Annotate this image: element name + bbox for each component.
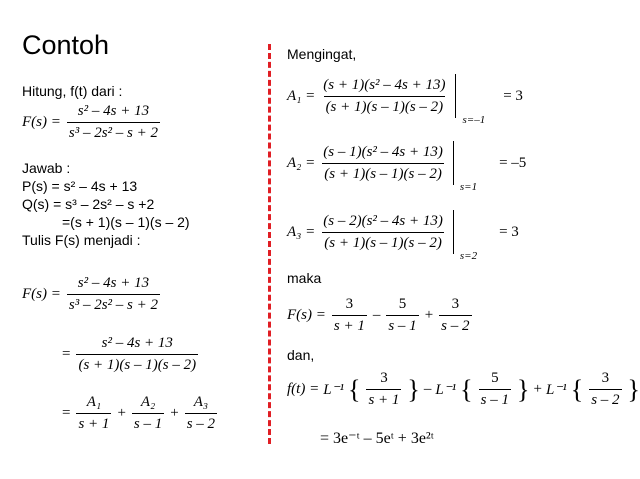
a1-fraction bbox=[321, 77, 447, 116]
f-step-2 bbox=[62, 335, 200, 374]
f2-lhs: = bbox=[62, 346, 71, 362]
fs-lhs: F(s) = bbox=[287, 307, 326, 323]
ps-text: P(s) = s² – 4s + 13 bbox=[22, 178, 138, 194]
left-brace-icon: { bbox=[347, 374, 361, 404]
f-step-1 bbox=[22, 275, 162, 314]
a2-den: (s + 1)(s – 1)(s – 2) bbox=[322, 163, 444, 183]
f-step-3 bbox=[62, 394, 219, 433]
ft-n2: 5 bbox=[491, 370, 499, 386]
f3-d1: s + 1 bbox=[76, 413, 111, 433]
qs-factor-text: =(s + 1)(s – 1)(s – 2) bbox=[62, 214, 190, 230]
f3-n2: A₂ bbox=[140, 394, 156, 410]
ft-L1: L⁻¹ bbox=[323, 382, 344, 398]
a1-eval-bar bbox=[455, 74, 456, 118]
ft-d2: s – 1 bbox=[479, 389, 511, 409]
f3-frac-1 bbox=[76, 394, 111, 433]
a3-equation bbox=[287, 210, 519, 262]
f3-op2: + bbox=[170, 405, 179, 421]
f1-num: s² – 4s + 13 bbox=[77, 275, 150, 291]
hitung-text: Hitung, f(t) dari : bbox=[22, 83, 123, 99]
ft-op1: – bbox=[423, 381, 432, 397]
a1-value: = 3 bbox=[503, 87, 523, 104]
fs-d2: s – 1 bbox=[386, 315, 418, 335]
a2-fraction bbox=[321, 144, 445, 183]
fs-frac-1 bbox=[332, 296, 367, 335]
a2-lhs: A₂ = bbox=[287, 154, 316, 171]
a3-lhs: A₃ = bbox=[287, 223, 316, 240]
f3-d3: s – 2 bbox=[185, 413, 217, 433]
ft-n1: 3 bbox=[380, 370, 388, 386]
fs-frac-3 bbox=[439, 296, 471, 335]
right-brace-icon: } bbox=[517, 374, 530, 404]
maka-text: maka bbox=[287, 270, 322, 286]
f3-d2: s – 1 bbox=[132, 413, 164, 433]
a3-den: (s + 1)(s – 1)(s – 2) bbox=[322, 232, 444, 252]
slide-title: Contoh bbox=[22, 30, 110, 60]
fs-partial bbox=[287, 296, 474, 335]
fs-d1: s + 1 bbox=[332, 315, 367, 335]
ft-result: = 3e⁻ᵗ – 5eᵗ + 3e²ᵗ bbox=[320, 430, 434, 447]
fs-n3: 3 bbox=[451, 296, 460, 312]
a1-at: s=–1 bbox=[462, 114, 486, 126]
left-brace-icon: { bbox=[570, 374, 584, 404]
fs-frac-2 bbox=[386, 296, 418, 335]
f1-fraction bbox=[67, 275, 160, 314]
a2-at: s=1 bbox=[459, 181, 478, 193]
fs-def-den: s³ – 2s² – s + 2 bbox=[67, 122, 160, 142]
ft-frac-2 bbox=[479, 370, 511, 409]
fs-definition bbox=[22, 103, 162, 142]
ft-L3: L⁻¹ bbox=[545, 382, 567, 398]
f2-den: (s + 1)(s – 1)(s – 2) bbox=[76, 354, 198, 374]
f3-n1: A₁ bbox=[86, 394, 102, 410]
qs-text: Q(s) = s³ – 2s² – s +2 bbox=[22, 196, 155, 212]
right-brace-icon: } bbox=[627, 374, 640, 404]
ft-L2: L⁻¹ bbox=[435, 382, 457, 398]
left-brace-icon: { bbox=[460, 374, 473, 404]
fs-op1: – bbox=[372, 307, 381, 323]
ft-lhs: f(t) = bbox=[287, 381, 320, 397]
fs-op2: + bbox=[424, 307, 434, 323]
ft-frac-3 bbox=[589, 370, 621, 409]
right-brace-icon: } bbox=[407, 374, 420, 404]
a3-at: s=2 bbox=[459, 250, 478, 262]
f2-num: s² – 4s + 13 bbox=[101, 335, 173, 351]
f1-den: s³ – 2s² – s + 2 bbox=[67, 294, 160, 314]
ft-d3: s – 2 bbox=[589, 389, 621, 409]
a1-den: (s + 1)(s – 1)(s – 2) bbox=[324, 96, 446, 116]
fs-def-lhs: F(s) = bbox=[22, 114, 61, 130]
f2-fraction bbox=[76, 335, 198, 374]
fs-def-fraction bbox=[67, 103, 160, 142]
a1-lhs: A₁ = bbox=[287, 87, 316, 104]
a1-num: (s + 1)(s² – 4s + 13) bbox=[323, 76, 446, 93]
tulis-text: Tulis F(s) menjadi : bbox=[22, 232, 141, 248]
a1-equation bbox=[287, 74, 523, 126]
a2-equation bbox=[287, 141, 527, 193]
f3-frac-2 bbox=[132, 394, 164, 433]
dan-text: dan, bbox=[287, 347, 315, 363]
fs-n1: 3 bbox=[345, 296, 354, 312]
fs-d3: s – 2 bbox=[439, 315, 471, 335]
mengingat-text: Mengingat, bbox=[287, 46, 357, 62]
fs-n2: 5 bbox=[398, 296, 407, 312]
a3-value: = 3 bbox=[499, 223, 519, 240]
f1-lhs: F(s) = bbox=[22, 286, 61, 302]
f3-n3: A₃ bbox=[193, 394, 209, 410]
a3-fraction bbox=[321, 213, 445, 252]
f3-lhs: = bbox=[62, 405, 71, 421]
ft-d1: s + 1 bbox=[366, 389, 401, 409]
f3-op1: + bbox=[117, 405, 126, 421]
a3-num: (s – 2)(s² – 4s + 13) bbox=[323, 212, 443, 229]
ft-inverse bbox=[287, 370, 640, 409]
ft-n3: 3 bbox=[601, 370, 610, 386]
jawab-text: Jawab : bbox=[22, 160, 71, 176]
ft-op2: + bbox=[533, 381, 542, 397]
f3-frac-3 bbox=[185, 394, 217, 433]
column-divider bbox=[268, 44, 271, 444]
a2-value: = –5 bbox=[499, 154, 527, 171]
ft-frac-1 bbox=[366, 370, 401, 409]
a2-eval-bar bbox=[453, 141, 454, 185]
a2-num: (s – 1)(s² – 4s + 13) bbox=[323, 143, 443, 160]
a3-eval-bar bbox=[453, 210, 454, 254]
fs-def-num: s² – 4s + 13 bbox=[77, 103, 150, 119]
